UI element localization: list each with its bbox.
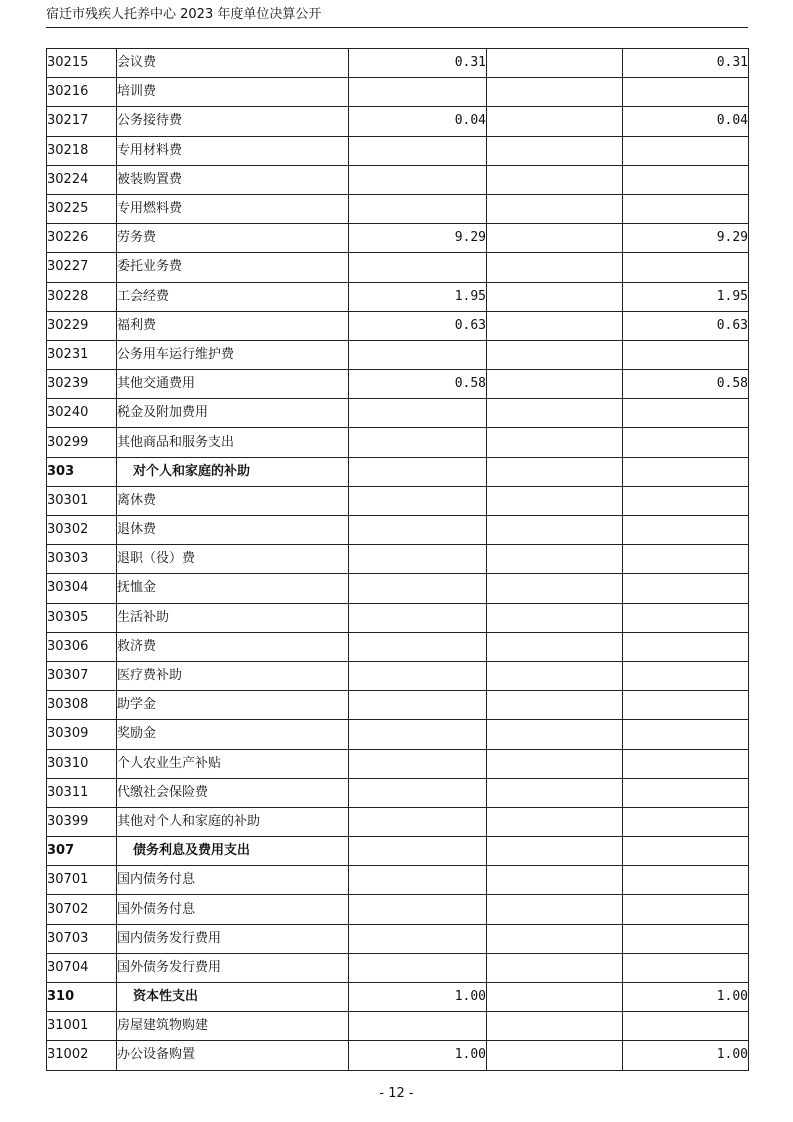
amount-cell-1 bbox=[349, 486, 487, 515]
code-cell: 30302 bbox=[47, 516, 117, 545]
name-cell: 奖励金 bbox=[117, 720, 349, 749]
amount-cell-1 bbox=[349, 866, 487, 895]
amount-cell-2 bbox=[487, 194, 623, 223]
amount-cell-1 bbox=[349, 165, 487, 194]
amount-cell-2 bbox=[487, 49, 623, 78]
amount-cell-2 bbox=[487, 516, 623, 545]
name-cell: 离休费 bbox=[117, 486, 349, 515]
amount-cell-3: 0.31 bbox=[623, 49, 749, 78]
amount-cell-2 bbox=[487, 399, 623, 428]
code-cell: 30216 bbox=[47, 78, 117, 107]
amount-cell-2 bbox=[487, 574, 623, 603]
amount-cell-1 bbox=[349, 807, 487, 836]
table-row bbox=[47, 253, 749, 282]
amount-cell-1: 1.00 bbox=[349, 1041, 487, 1070]
name-cell: 劳务费 bbox=[117, 224, 349, 253]
amount-cell-3 bbox=[623, 778, 749, 807]
code-cell: 31002 bbox=[47, 1041, 117, 1070]
amount-cell-1 bbox=[349, 953, 487, 982]
code-cell: 30299 bbox=[47, 428, 117, 457]
table-row bbox=[47, 632, 749, 661]
name-cell: 公务接待费 bbox=[117, 107, 349, 136]
amount-cell-2 bbox=[487, 895, 623, 924]
amount-cell-2 bbox=[487, 165, 623, 194]
amount-cell-2 bbox=[487, 953, 623, 982]
amount-cell-3 bbox=[623, 340, 749, 369]
table-row bbox=[47, 78, 749, 107]
amount-cell-3: 1.00 bbox=[623, 1041, 749, 1070]
code-cell: 30224 bbox=[47, 165, 117, 194]
amount-cell-2 bbox=[487, 340, 623, 369]
amount-cell-2 bbox=[487, 224, 623, 253]
name-cell: 助学金 bbox=[117, 691, 349, 720]
table-row bbox=[47, 807, 749, 836]
amount-cell-1 bbox=[349, 603, 487, 632]
name-cell: 专用燃料费 bbox=[117, 194, 349, 223]
code-cell: 310 bbox=[47, 983, 117, 1012]
amount-cell-3 bbox=[623, 603, 749, 632]
amount-cell-1 bbox=[349, 632, 487, 661]
name-cell: 代缴社会保险费 bbox=[117, 778, 349, 807]
amount-cell-2 bbox=[487, 107, 623, 136]
amount-cell-2 bbox=[487, 807, 623, 836]
code-cell: 31001 bbox=[47, 1012, 117, 1041]
amount-cell-2 bbox=[487, 136, 623, 165]
document-header: 宿迁市残疾人托养中心 2023 年度单位决算公开 bbox=[46, 7, 322, 22]
name-cell: 办公设备购置 bbox=[117, 1041, 349, 1070]
amount-cell-3 bbox=[623, 661, 749, 690]
amount-cell-3 bbox=[623, 749, 749, 778]
name-cell: 国内债务发行费用 bbox=[117, 924, 349, 953]
header-rule bbox=[46, 27, 748, 28]
amount-cell-3 bbox=[623, 194, 749, 223]
code-cell: 30305 bbox=[47, 603, 117, 632]
amount-cell-3 bbox=[623, 807, 749, 836]
amount-cell-1 bbox=[349, 749, 487, 778]
table-row bbox=[47, 574, 749, 603]
code-cell: 30399 bbox=[47, 807, 117, 836]
amount-cell-3 bbox=[623, 574, 749, 603]
name-cell: 工会经费 bbox=[117, 282, 349, 311]
table-row bbox=[47, 778, 749, 807]
name-cell: 对个人和家庭的补助 bbox=[117, 457, 349, 486]
amount-cell-3 bbox=[623, 632, 749, 661]
table-row bbox=[47, 370, 749, 399]
code-cell: 30704 bbox=[47, 953, 117, 982]
amount-cell-2 bbox=[487, 749, 623, 778]
amount-cell-1 bbox=[349, 895, 487, 924]
table-row bbox=[47, 282, 749, 311]
table-row bbox=[47, 340, 749, 369]
code-cell: 30218 bbox=[47, 136, 117, 165]
table-row bbox=[47, 545, 749, 574]
amount-cell-3: 0.63 bbox=[623, 311, 749, 340]
table-row bbox=[47, 311, 749, 340]
table-row bbox=[47, 749, 749, 778]
amount-cell-1: 9.29 bbox=[349, 224, 487, 253]
amount-cell-3 bbox=[623, 486, 749, 515]
amount-cell-2 bbox=[487, 720, 623, 749]
name-cell: 退休费 bbox=[117, 516, 349, 545]
table-row bbox=[47, 1041, 749, 1070]
table-row bbox=[47, 720, 749, 749]
name-cell: 国外债务发行费用 bbox=[117, 953, 349, 982]
amount-cell-2 bbox=[487, 924, 623, 953]
amount-cell-3 bbox=[623, 78, 749, 107]
amount-cell-2 bbox=[487, 428, 623, 457]
amount-cell-3 bbox=[623, 1012, 749, 1041]
amount-cell-1 bbox=[349, 399, 487, 428]
name-cell: 抚恤金 bbox=[117, 574, 349, 603]
table-row bbox=[47, 194, 749, 223]
code-cell: 30227 bbox=[47, 253, 117, 282]
table-row bbox=[47, 49, 749, 78]
amount-cell-3: 9.29 bbox=[623, 224, 749, 253]
code-cell: 30309 bbox=[47, 720, 117, 749]
amount-cell-1: 0.31 bbox=[349, 49, 487, 78]
amount-cell-3 bbox=[623, 953, 749, 982]
amount-cell-3: 1.00 bbox=[623, 983, 749, 1012]
amount-cell-3 bbox=[623, 837, 749, 866]
name-cell: 委托业务费 bbox=[117, 253, 349, 282]
name-cell: 国内债务付息 bbox=[117, 866, 349, 895]
code-cell: 30215 bbox=[47, 49, 117, 78]
amount-cell-2 bbox=[487, 837, 623, 866]
table-row bbox=[47, 428, 749, 457]
amount-cell-1 bbox=[349, 545, 487, 574]
name-cell: 被装购置费 bbox=[117, 165, 349, 194]
code-cell: 30307 bbox=[47, 661, 117, 690]
table-row bbox=[47, 224, 749, 253]
amount-cell-1 bbox=[349, 691, 487, 720]
amount-cell-3 bbox=[623, 691, 749, 720]
amount-cell-3 bbox=[623, 428, 749, 457]
amount-cell-3 bbox=[623, 136, 749, 165]
name-cell: 医疗费补助 bbox=[117, 661, 349, 690]
table-row bbox=[47, 399, 749, 428]
amount-cell-3 bbox=[623, 720, 749, 749]
name-cell: 生活补助 bbox=[117, 603, 349, 632]
amount-cell-2 bbox=[487, 691, 623, 720]
table-row bbox=[47, 924, 749, 953]
name-cell: 其他对个人和家庭的补助 bbox=[117, 807, 349, 836]
table-row bbox=[47, 457, 749, 486]
code-cell: 30301 bbox=[47, 486, 117, 515]
code-cell: 30226 bbox=[47, 224, 117, 253]
code-cell: 30240 bbox=[47, 399, 117, 428]
amount-cell-1 bbox=[349, 924, 487, 953]
amount-cell-1 bbox=[349, 720, 487, 749]
code-cell: 30229 bbox=[47, 311, 117, 340]
amount-cell-3 bbox=[623, 895, 749, 924]
table-row bbox=[47, 983, 749, 1012]
code-cell: 30310 bbox=[47, 749, 117, 778]
amount-cell-1 bbox=[349, 78, 487, 107]
amount-cell-1 bbox=[349, 574, 487, 603]
name-cell: 救济费 bbox=[117, 632, 349, 661]
amount-cell-2 bbox=[487, 457, 623, 486]
name-cell: 会议费 bbox=[117, 49, 349, 78]
table-row bbox=[47, 516, 749, 545]
code-cell: 30703 bbox=[47, 924, 117, 953]
amount-cell-2 bbox=[487, 603, 623, 632]
table-row bbox=[47, 603, 749, 632]
amount-cell-3 bbox=[623, 165, 749, 194]
amount-cell-3: 1.95 bbox=[623, 282, 749, 311]
amount-cell-3 bbox=[623, 866, 749, 895]
name-cell: 其他商品和服务支出 bbox=[117, 428, 349, 457]
code-cell: 30303 bbox=[47, 545, 117, 574]
table-row bbox=[47, 1012, 749, 1041]
name-cell: 其他交通费用 bbox=[117, 370, 349, 399]
amount-cell-3: 0.04 bbox=[623, 107, 749, 136]
amount-cell-2 bbox=[487, 370, 623, 399]
table-row bbox=[47, 136, 749, 165]
name-cell: 资本性支出 bbox=[117, 983, 349, 1012]
amount-cell-1 bbox=[349, 340, 487, 369]
name-cell: 债务利息及费用支出 bbox=[117, 837, 349, 866]
amount-cell-1 bbox=[349, 428, 487, 457]
amount-cell-1: 1.95 bbox=[349, 282, 487, 311]
code-cell: 30306 bbox=[47, 632, 117, 661]
expenditure-table bbox=[46, 48, 749, 1071]
code-cell: 30225 bbox=[47, 194, 117, 223]
amount-cell-3 bbox=[623, 516, 749, 545]
code-cell: 30304 bbox=[47, 574, 117, 603]
table-row bbox=[47, 165, 749, 194]
amount-cell-2 bbox=[487, 311, 623, 340]
code-cell: 307 bbox=[47, 837, 117, 866]
amount-cell-2 bbox=[487, 1012, 623, 1041]
table-row bbox=[47, 661, 749, 690]
table-row bbox=[47, 107, 749, 136]
amount-cell-2 bbox=[487, 78, 623, 107]
amount-cell-3 bbox=[623, 253, 749, 282]
name-cell: 国外债务付息 bbox=[117, 895, 349, 924]
table-row bbox=[47, 486, 749, 515]
name-cell: 退职（役）费 bbox=[117, 545, 349, 574]
name-cell: 公务用车运行维护费 bbox=[117, 340, 349, 369]
code-cell: 30701 bbox=[47, 866, 117, 895]
table-body bbox=[47, 49, 749, 1071]
name-cell: 专用材料费 bbox=[117, 136, 349, 165]
code-cell: 30231 bbox=[47, 340, 117, 369]
code-cell: 30308 bbox=[47, 691, 117, 720]
amount-cell-3: 0.58 bbox=[623, 370, 749, 399]
amount-cell-2 bbox=[487, 866, 623, 895]
amount-cell-1: 1.00 bbox=[349, 983, 487, 1012]
name-cell: 福利费 bbox=[117, 311, 349, 340]
amount-cell-3 bbox=[623, 545, 749, 574]
table-row bbox=[47, 691, 749, 720]
code-cell: 30217 bbox=[47, 107, 117, 136]
amount-cell-1: 0.63 bbox=[349, 311, 487, 340]
name-cell: 个人农业生产补贴 bbox=[117, 749, 349, 778]
name-cell: 税金及附加费用 bbox=[117, 399, 349, 428]
amount-cell-1 bbox=[349, 194, 487, 223]
amount-cell-2 bbox=[487, 486, 623, 515]
amount-cell-2 bbox=[487, 282, 623, 311]
amount-cell-3 bbox=[623, 399, 749, 428]
name-cell: 培训费 bbox=[117, 78, 349, 107]
amount-cell-3 bbox=[623, 457, 749, 486]
amount-cell-1 bbox=[349, 778, 487, 807]
table-row bbox=[47, 866, 749, 895]
amount-cell-2 bbox=[487, 253, 623, 282]
amount-cell-2 bbox=[487, 1041, 623, 1070]
code-cell: 30239 bbox=[47, 370, 117, 399]
amount-cell-1 bbox=[349, 516, 487, 545]
table-row bbox=[47, 837, 749, 866]
code-cell: 30311 bbox=[47, 778, 117, 807]
page-number: - 12 - bbox=[379, 1086, 414, 1101]
amount-cell-2 bbox=[487, 545, 623, 574]
amount-cell-2 bbox=[487, 983, 623, 1012]
code-cell: 30702 bbox=[47, 895, 117, 924]
amount-cell-2 bbox=[487, 661, 623, 690]
amount-cell-1 bbox=[349, 661, 487, 690]
table-row bbox=[47, 895, 749, 924]
amount-cell-2 bbox=[487, 778, 623, 807]
code-cell: 30228 bbox=[47, 282, 117, 311]
amount-cell-1 bbox=[349, 253, 487, 282]
name-cell: 房屋建筑物购建 bbox=[117, 1012, 349, 1041]
amount-cell-1 bbox=[349, 136, 487, 165]
amount-cell-1 bbox=[349, 457, 487, 486]
amount-cell-3 bbox=[623, 924, 749, 953]
code-cell: 303 bbox=[47, 457, 117, 486]
amount-cell-1 bbox=[349, 1012, 487, 1041]
amount-cell-1: 0.04 bbox=[349, 107, 487, 136]
amount-cell-1: 0.58 bbox=[349, 370, 487, 399]
amount-cell-1 bbox=[349, 837, 487, 866]
table-row bbox=[47, 953, 749, 982]
amount-cell-2 bbox=[487, 632, 623, 661]
